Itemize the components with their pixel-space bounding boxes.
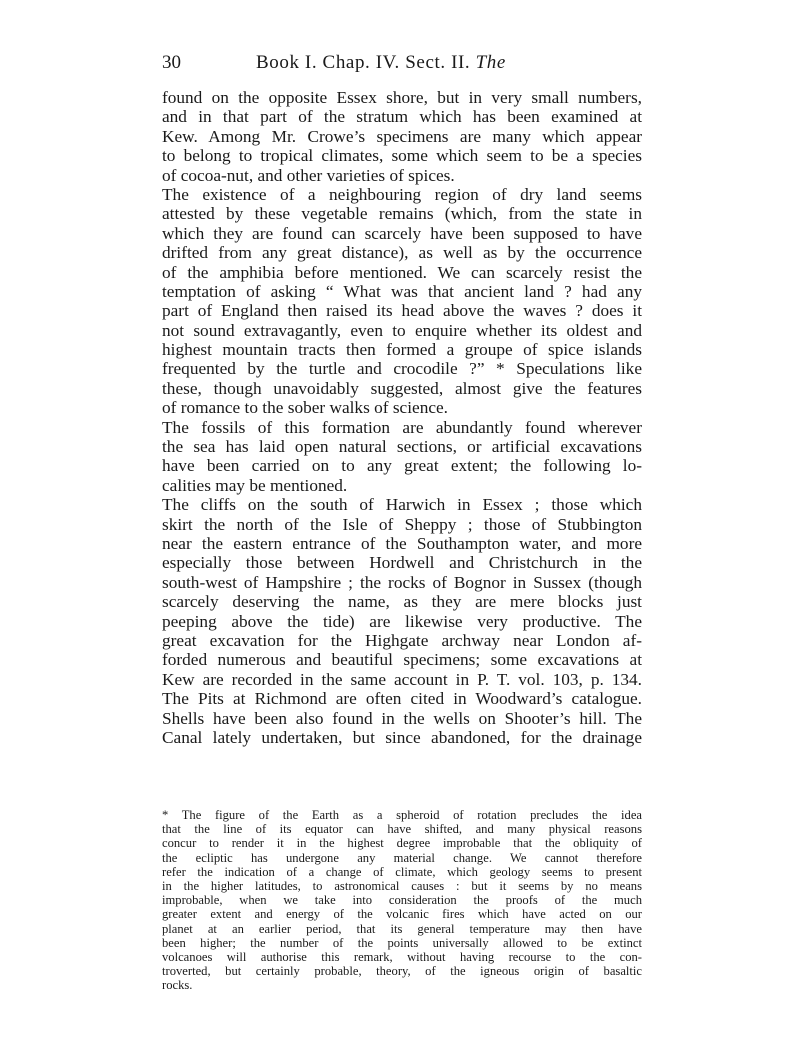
body-line-9: drifted from any great distance), as well as by the occurrence [162,243,642,263]
body-text [162,88,642,747]
body-line-23: skirt the north of the Isle of Sheppy ; those of Stubbington [162,514,642,534]
footnote-line-6: in the higher latitudes, to astronomical causes : but it seems by no means [162,878,642,893]
body-line-8: which they are found can scarcely have been supposed to have [162,223,642,243]
footnote-line-2: that the line of its equator can have shifted, and many physical reasons [162,822,642,837]
body-line-17: of romance to the sober walks of science. [162,398,448,418]
footnote-line-12: troverted, but certainly probable, theory, of the igneous origin of basaltic [162,964,642,979]
body-line-13: not sound extravagantly, even to enquire whether its oldest and [162,320,642,340]
body-line-12: part of England then raised its head above the waves ? does it [162,301,642,321]
body-line-6: The existence of a neighbouring region of dry land seems [162,184,642,204]
running-title [256,50,506,76]
footnote-line-13: rocks. [162,978,193,993]
body-line-14: highest mountain tracts then formed a groupe of spice islands [162,340,642,360]
body-line-11: temptation of asking “ What was that ancient land ? had any [162,281,642,301]
body-line-19: the sea has laid open natural sections, or artificial excavations [162,437,642,457]
running-head [162,50,642,76]
body-line-20: have been carried on to any great extent; the following lo- [162,456,642,476]
body-line-7: attested by these vegetable remains (which, from the state in [162,204,642,224]
body-line-24: near the eastern entrance of the Southampton water, and more [162,533,642,553]
body-line-2: and in that part of the stratum which has been examined at [162,107,642,127]
body-line-22: The cliffs on the south of Harwich in Essex ; those which [162,495,642,515]
footnote-line-9: planet at an earlier period, that its general temperature may then have [162,921,642,936]
body-line-21: calities may be mentioned. [162,475,348,495]
body-line-5: of cocoa-nut, and other varieties of spices. [162,165,455,185]
footnote-line-4: the ecliptic has undergone any material change. We cannot therefore [162,850,642,865]
catchword: The [475,52,506,73]
footnote-line-10: been higher; the number of the points universally allowed to be extinct [162,935,642,950]
body-line-27: scarcely deserving the name, as they are mere blocks just [162,592,642,612]
body-line-28: peeping above the tide) are likewise very productive. The [162,611,642,631]
footnote-line-3: concur to render it in the highest degree improbable that the obliquity of [162,836,642,851]
footnote-line-5: refer the indication of a change of climate, which geology seems to present [162,864,642,879]
footnote-line-1: * The figure of the Earth as a spheroid of rotation precludes the idea [162,808,642,822]
footnote-line-8: greater extent and energy of the volcanic fires which have acted on our [162,907,642,922]
body-line-34: Canal lately undertaken, but since abandoned, for the drainage [162,727,642,747]
running-title-text: Book I. Chap. IV. Sect. II. [256,52,471,73]
body-line-1: found on the opposite Essex shore, but in very small numbers, [162,88,642,107]
footnote-line-11: volcanoes will authorise this remark, without having recourse to the con- [162,949,642,964]
page-number: 30 [162,52,181,73]
body-line-31: Kew are recorded in the same account in P. T. vol. 103, p. 134. [162,669,642,689]
body-line-16: these, though unavoidably suggested, almost give the features [162,378,642,398]
body-line-10: of the amphibia before mentioned. We can scarcely resist the [162,262,642,282]
footnote [162,808,642,992]
body-line-29: great excavation for the Highgate archway near London af- [162,630,642,650]
body-line-30: forded numerous and beautiful specimens; some excavations at [162,650,642,670]
body-line-26: south-west of Hampshire ; the rocks of Bognor in Sussex (though [162,572,642,592]
body-line-3: Kew. Among Mr. Crowe’s specimens are many which appear [162,126,642,146]
body-line-32: The Pits at Richmond are often cited in Woodward’s catalogue. [162,689,642,709]
body-line-33: Shells have been also found in the wells on Shooter’s hill. The [162,708,642,728]
footnote-line-7: improbable, when we take into consideration the proofs of the much [162,893,642,908]
body-line-4: to belong to tropical climates, some which seem to be a species [162,146,642,166]
body-line-18: The fossils of this formation are abundantly found wherever [162,417,642,437]
body-line-15: frequented by the turtle and crocodile ?” * Speculations like [162,359,642,379]
body-line-25: especially those between Hordwell and Christchurch in the [162,553,642,573]
